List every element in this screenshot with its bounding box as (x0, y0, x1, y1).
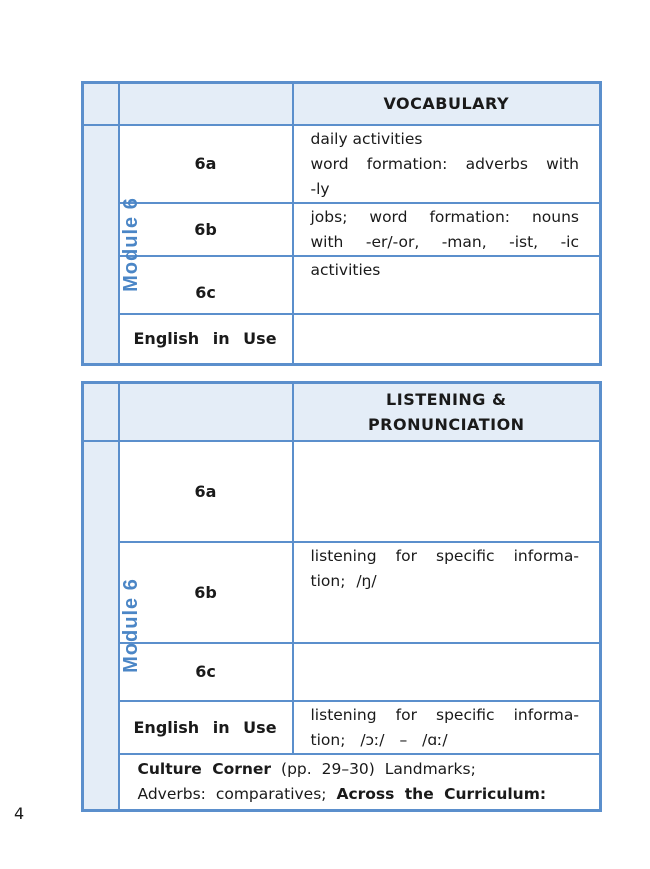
header-blank (119, 83, 293, 125)
desc-line: word formation: adverbs with (310, 154, 579, 173)
desc-line: daily activities (310, 129, 423, 148)
vocab-eiu-description (293, 314, 601, 365)
listening-6a-description (293, 441, 601, 542)
culture-text: Adverbs: comparatives; (137, 784, 337, 803)
culture-line-2 (138, 782, 600, 807)
desc-line: listening for specific informa- (310, 546, 579, 565)
vocab-6c-description (293, 256, 601, 314)
culture-line-1 (138, 757, 600, 782)
desc-line: tion; /ŋ/ (310, 571, 377, 590)
header-line: LISTENING & (386, 389, 507, 409)
header-corner (83, 83, 119, 125)
lesson-6b: 6b (119, 203, 293, 256)
module-label-cell (83, 125, 142, 365)
page-number: 4 (14, 804, 25, 823)
vocabulary-header: VOCABULARY (293, 83, 601, 125)
culture-text: (pp. 29–30) Landmarks; (271, 759, 476, 778)
vocab-6a-description (293, 125, 601, 203)
desc-line: tion; /ɔː/ – /ɑː/ (310, 730, 448, 749)
vocab-6b-description (293, 203, 601, 256)
vocabulary-table (81, 81, 602, 366)
header-corner (83, 383, 119, 441)
listening-6b-description (293, 542, 601, 643)
desc-line: listening for specific informa- (310, 705, 579, 724)
lesson-english-in-use: English in Use (119, 701, 293, 754)
listening-table (81, 381, 602, 812)
header-blank (119, 383, 293, 441)
desc-line: -ly (310, 179, 330, 198)
module-label: Module 6 (119, 577, 142, 673)
listening-header (293, 383, 601, 441)
listening-eiu-description (293, 701, 601, 754)
module-label-cell (83, 441, 142, 811)
culture-corner-text (119, 754, 601, 811)
lesson-6a: 6a (119, 441, 293, 542)
listening-6c-description (293, 643, 601, 701)
across-curriculum-label: Across the Curriculum: (336, 784, 547, 803)
desc-line: with -er/-or, -man, -ist, -ic (310, 232, 579, 251)
header-line: PRONUNCIATION (367, 414, 525, 434)
lesson-6b: 6b (119, 542, 293, 643)
desc-line: activities (310, 260, 381, 279)
lesson-6c: 6c (119, 643, 293, 701)
lesson-6c: 6c (119, 256, 293, 314)
module-label: Module 6 (119, 196, 142, 292)
lesson-english-in-use: English in Use (119, 314, 293, 365)
desc-line: jobs; word formation: nouns (310, 207, 579, 226)
culture-corner-label: Culture Corner (137, 759, 272, 778)
lesson-6a: 6a (119, 125, 293, 203)
